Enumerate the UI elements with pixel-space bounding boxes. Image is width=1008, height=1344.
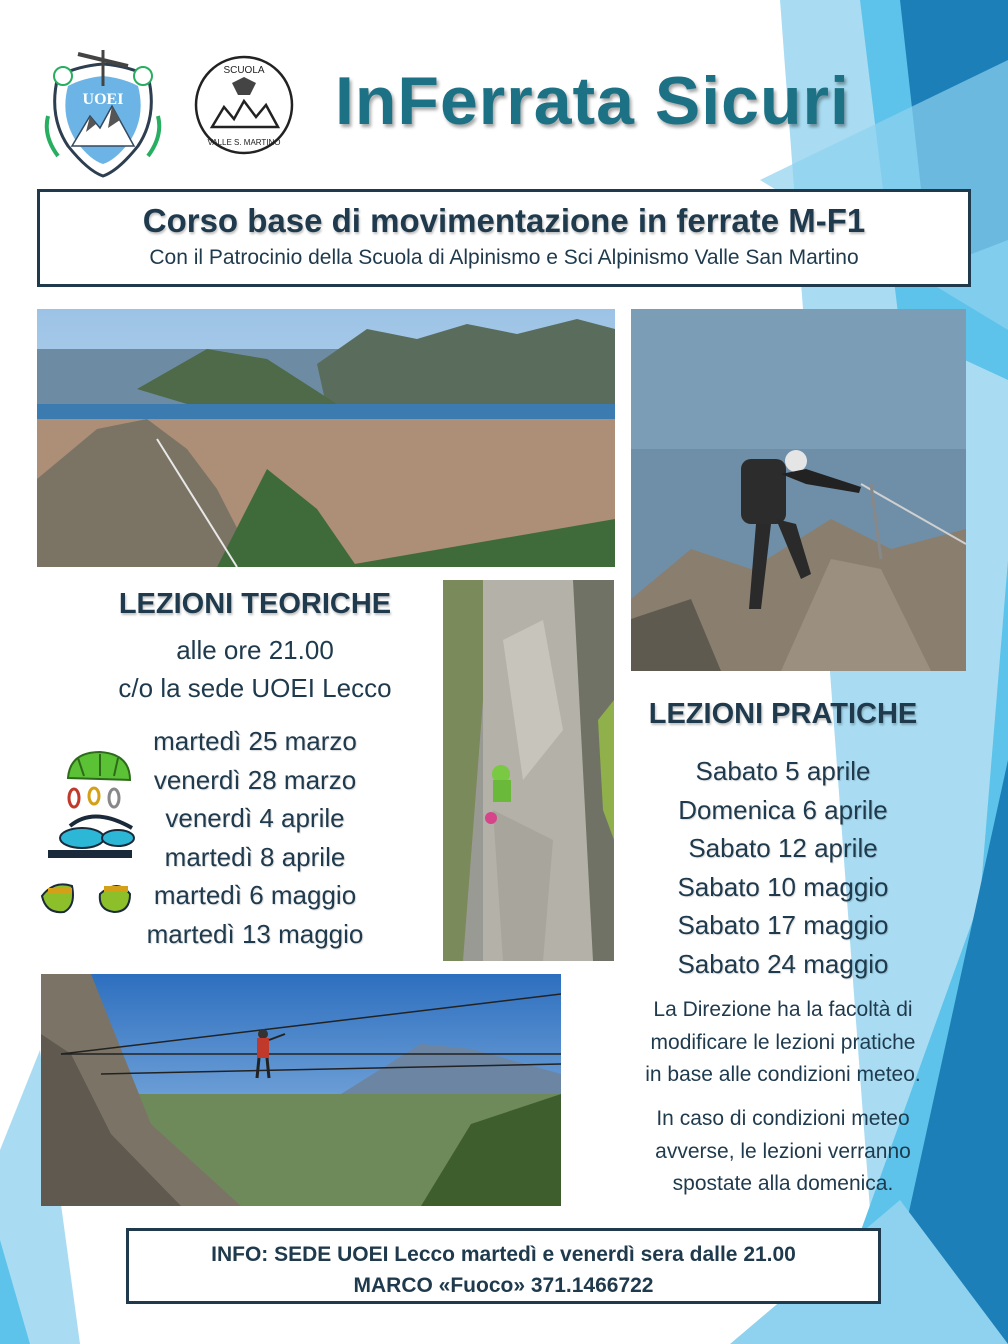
practice-date: Sabato 12 aprile bbox=[688, 833, 878, 863]
theory-date: venerdì 4 aprile bbox=[165, 803, 345, 833]
climbing-gear-icon bbox=[34, 746, 138, 922]
theory-date: venerdì 28 marzo bbox=[153, 764, 357, 795]
theory-lessons-time: alle ore 21.00 bbox=[176, 635, 334, 665]
theory-date: martedì 6 maggio bbox=[153, 880, 357, 910]
practice-date: Domenica 6 aprile bbox=[678, 794, 888, 825]
course-subtitle: Con il Patrocinio della Scuola di Alpinismo e Sci Alpinismo Valle San Martino bbox=[149, 246, 859, 269]
note-line: modificare le lezioni pratiche bbox=[650, 1030, 916, 1054]
practice-lessons-header bbox=[608, 698, 958, 731]
course-box bbox=[37, 189, 971, 287]
practice-date: Sabato 10 maggio bbox=[677, 871, 889, 902]
practice-date: Sabato 24 maggio bbox=[677, 948, 889, 979]
note-line: In caso di condizioni meteo bbox=[656, 1107, 910, 1130]
theory-lessons-header bbox=[80, 588, 430, 707]
practice-lessons-title: LEZIONI PRATICHE bbox=[648, 698, 918, 730]
theory-date: martedì 13 maggio bbox=[146, 918, 364, 949]
svg-text:SCUOLA: SCUOLA bbox=[223, 65, 265, 76]
lake-panorama-photo bbox=[37, 309, 615, 567]
info-contact: MARCO «Fuoco» 371.1466722 bbox=[353, 1274, 654, 1297]
note-line: in base alle condizioni meteo. bbox=[645, 1063, 921, 1086]
theory-lessons-title: LEZIONI TEORICHE bbox=[118, 588, 392, 620]
direction-note bbox=[603, 994, 963, 1092]
theory-lessons-place: c/o la sede UOEI Lecco bbox=[118, 673, 392, 703]
practice-date: Sabato 5 aprile bbox=[695, 756, 871, 786]
theory-date: martedì 8 aprile bbox=[164, 841, 346, 872]
svg-text:VALLE S. MARTINO: VALLE S. MARTINO bbox=[207, 138, 281, 147]
ridge-climber-photo bbox=[631, 309, 966, 671]
theory-lessons-dates bbox=[120, 722, 390, 953]
note-line: spostate alla domenica. bbox=[672, 1172, 894, 1195]
rock-wall-photo bbox=[443, 580, 614, 961]
practice-date: Sabato 17 maggio bbox=[677, 910, 889, 940]
practice-lessons-dates bbox=[633, 752, 933, 983]
note-line: La Direzione ha la facoltà di bbox=[653, 998, 913, 1021]
weather-note bbox=[603, 1103, 963, 1201]
info-box bbox=[126, 1228, 881, 1304]
info-schedule: INFO: SEDE UOEI Lecco martedì e venerdì sera dalle 21.00 bbox=[211, 1243, 796, 1266]
theory-date: martedì 25 marzo bbox=[153, 726, 357, 756]
course-title: Corso base di movimentazione in ferrate M-F1 bbox=[142, 202, 866, 239]
page-title: InFerrata Sicuri bbox=[335, 63, 850, 139]
uoei-logo bbox=[38, 46, 168, 178]
tibetan-bridge-photo bbox=[41, 974, 561, 1206]
note-line: avverse, le lezioni verranno bbox=[655, 1139, 911, 1163]
svg-text:UOEI: UOEI bbox=[82, 91, 124, 108]
scuola-logo bbox=[190, 55, 298, 155]
